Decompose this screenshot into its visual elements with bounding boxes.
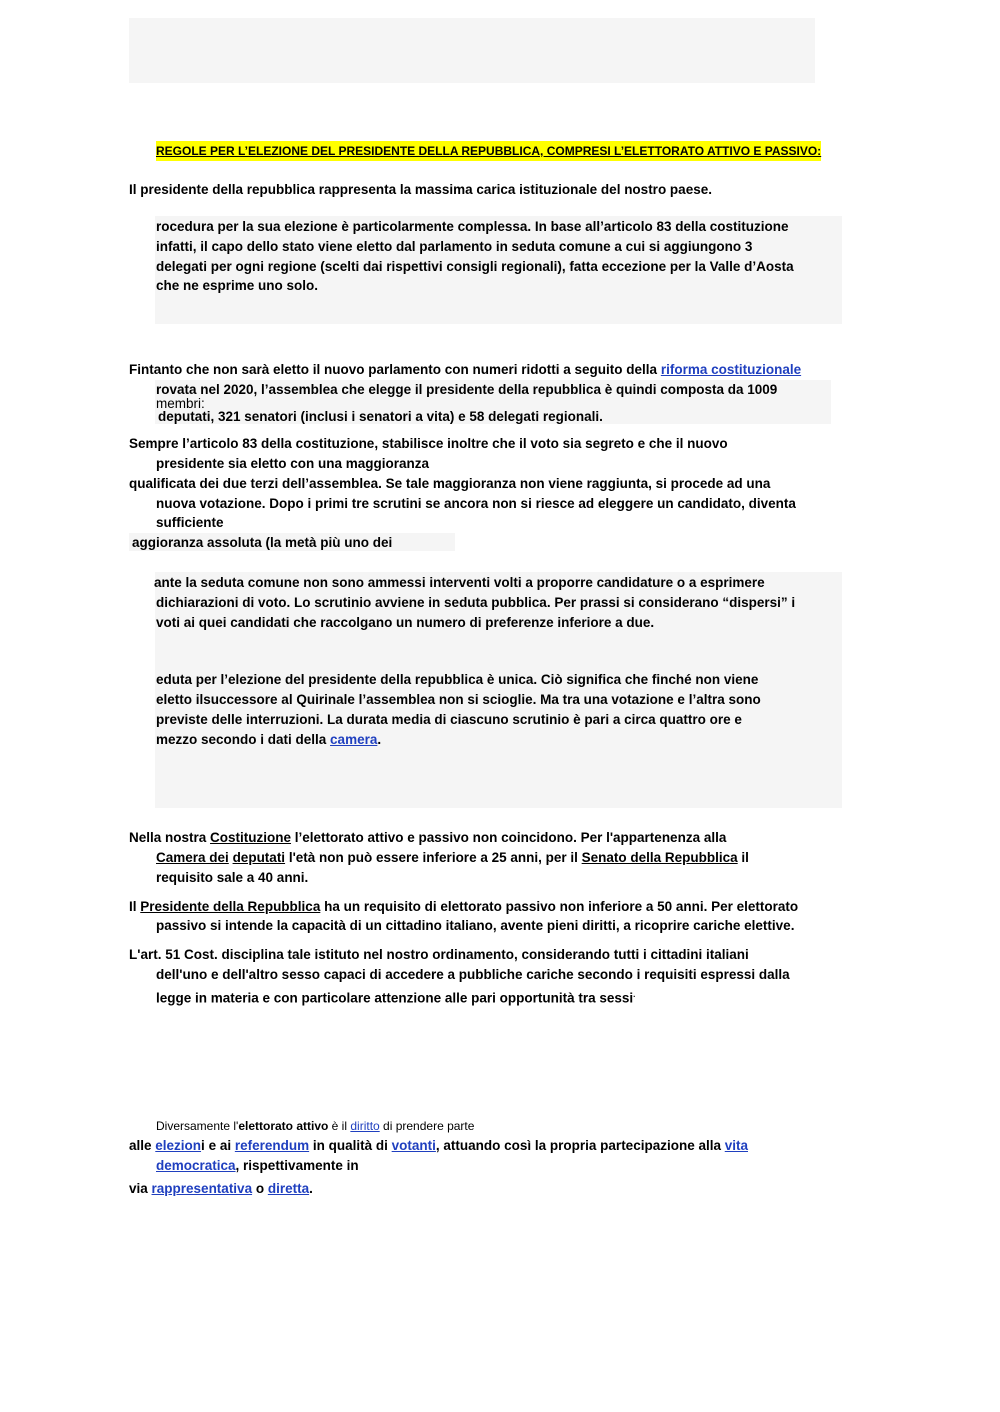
art51-line-3 <box>156 985 635 1009</box>
age-line-3: requisito sale a 40 anni. <box>156 870 309 885</box>
active-text-k: o <box>252 1181 268 1196</box>
session-line-1: ante la seduta comune non sono ammessi interventi volti a proporre candidature o a esprimere <box>154 575 765 590</box>
parliament-line-3: deputati, 321 senatori (inclusi i senatori a vita) e 58 delegati regionali. <box>158 409 603 424</box>
costituzione-link[interactable]: Costituzione <box>210 830 292 845</box>
active-text-i: i <box>201 1138 205 1153</box>
vote-line-2: presidente sia eletto con una maggioranza <box>156 456 430 471</box>
active-text-c: di prendere parte <box>379 1119 475 1133</box>
session-line-2: dichiarazioni di voto. Lo scrutinio avviene in seduta pubblica. Per prassi si considerano “dispersi” i <box>156 595 796 610</box>
camera-dei-link[interactable]: Camera dei <box>156 850 229 865</box>
active-line-4 <box>129 1179 313 1199</box>
age-text-a: Nella nostra <box>129 830 211 845</box>
page-title: REGOLE PER L’ELEZIONE DEL PRESIDENTE DELLA REPUBBLICA, COMPRESI L’ELETTORATO ATTIVO E PASSIVO: <box>156 141 821 161</box>
age-line-2 <box>156 848 749 868</box>
passive-text-b: ha un requisito di elettorato passivo non inferiore a 50 anni. Per elettorato <box>320 899 799 914</box>
procedure-line-4: che ne esprime uno solo. <box>156 278 319 293</box>
riforma-costituzionale-link[interactable]: riforma costituzionale <box>660 362 802 377</box>
presidente-link[interactable]: Presidente della Repubblica <box>140 899 321 914</box>
active-text-g: , attuando così la propria partecipazione alla <box>435 1138 725 1153</box>
age-text-c: l'età non può essere inferiore a 25 anni, per il <box>285 850 582 865</box>
art51-line-2: dell'uno e dell'altro sesso capaci di accedere a pubbliche cariche secondo i requisiti espressi dalla <box>156 967 790 982</box>
unique-session-line-4 <box>156 730 381 750</box>
active-text-e: e ai <box>204 1138 235 1153</box>
rappresentativa-link[interactable]: rappresentativa <box>151 1181 253 1196</box>
unique-session-line-3: previste delle interruzioni. La durata media di ciascuno scrutinio è pari a circa quattro ore e <box>156 712 742 727</box>
art51-line-1: L'art. 51 Cost. disciplina tale istituto nel nostro ordinamento, considerando tutti i cittadini italiani <box>129 947 749 962</box>
unique-session-text: mezzo secondo i dati della <box>156 732 331 747</box>
passive-line-1 <box>129 897 798 917</box>
active-text-l: . <box>309 1181 313 1196</box>
senato-link[interactable]: Senato della Repubblica <box>581 850 738 865</box>
header-placeholder-box <box>129 18 815 83</box>
unique-session-line-1: eduta per l’elezione del presidente della repubblica è unica. Ciò significa che finché non viene <box>156 672 759 687</box>
intro-paragraph: Il presidente della repubblica rappresenta la massima carica istituzionale del nostro paese. <box>129 182 712 197</box>
diritto-link[interactable]: diritto <box>350 1119 380 1133</box>
diretta-link[interactable]: diretta <box>267 1181 310 1196</box>
parliament-line-1 <box>129 360 801 380</box>
parliament-text: Fintanto che non sarà eletto il nuovo parlamento con numeri ridotti a seguito della <box>129 362 661 377</box>
age-text-b: l’elettorato attivo e passivo non coincidono. Per l'appartenenza alla <box>291 830 727 845</box>
active-line-2 <box>129 1136 748 1156</box>
procedure-line-2: infatti, il capo dello stato viene eletto dal parlamento in seduta comune a cui si aggiungono 3 <box>156 239 753 254</box>
active-intro-line <box>156 1116 474 1136</box>
vote-line-5: sufficiente <box>156 515 224 530</box>
vita-link[interactable]: vita <box>724 1138 748 1153</box>
votanti-link[interactable]: votanti <box>391 1138 436 1153</box>
session-line-3: voti ai quei candidati che raccolgano un numero di preferenze inferiore a due. <box>156 615 655 630</box>
democratica-link[interactable]: democratica <box>156 1158 236 1173</box>
period: . <box>377 732 382 747</box>
active-text-h: , rispettivamente in <box>235 1158 359 1173</box>
active-text-b: è il <box>328 1119 351 1133</box>
vote-line-3: qualificata dei due terzi dell’assemblea. Se tale maggioranza non viene raggiunta, si procede ad una <box>129 476 771 491</box>
vote-line-4: nuova votazione. Dopo i primi tre scrutini se ancora non si riesce ad eleggere un candidato, diventa <box>156 496 796 511</box>
vote-line-6: aggioranza assoluta (la metà più uno dei <box>132 535 393 550</box>
parliament-line-2: rovata nel 2020, l’assemblea che elegge il presidente della repubblica è quindi composta da 1009 <box>156 382 778 397</box>
deputati-link[interactable]: deputati <box>232 850 286 865</box>
art51-mark: . <box>633 990 636 999</box>
active-text-a: Diversamente l' <box>156 1119 239 1133</box>
art51-text: legge in materia e con particolare attenzione alle pari opportunità tra sessi <box>156 990 634 1006</box>
age-text-d: il <box>737 850 749 865</box>
active-text-f: in qualità di <box>309 1138 392 1153</box>
vote-line-1: Sempre l’articolo 83 della costituzione, stabilisce inoltre che il voto sia segreto e che il nuovo <box>129 436 728 451</box>
procedure-line-3: delegati per ogni regione (scelti dai rispettivi consigli regionali), fatta eccezione per la Valle d’Aosta <box>156 259 794 274</box>
procedure-line-1: rocedura per la sua elezione è particolarmente complessa. In base all’articolo 83 della costituzione <box>156 219 789 234</box>
passive-line-2: passivo si intende la capacità di un cittadino italiano, avente pieni diritti, a ricoprire cariche elettive. <box>156 918 795 933</box>
passive-text-a: Il <box>129 899 141 914</box>
active-line-3 <box>156 1156 359 1176</box>
elezioni-link[interactable]: elezion <box>155 1138 202 1153</box>
elettorato-attivo: elettorato attivo <box>238 1119 329 1133</box>
unique-session-line-2: eletto ilsuccessore al Quirinale l’assemblea non si scioglie. Ma tra una votazione e l’altra sono <box>156 692 761 707</box>
age-line-1 <box>129 828 726 848</box>
camera-link[interactable]: camera <box>330 732 378 747</box>
parliament-line-2b: membri: <box>156 396 205 411</box>
active-text-j: via <box>129 1181 152 1196</box>
referendum-link[interactable]: referendum <box>234 1138 310 1153</box>
active-text-d: alle <box>129 1138 156 1153</box>
